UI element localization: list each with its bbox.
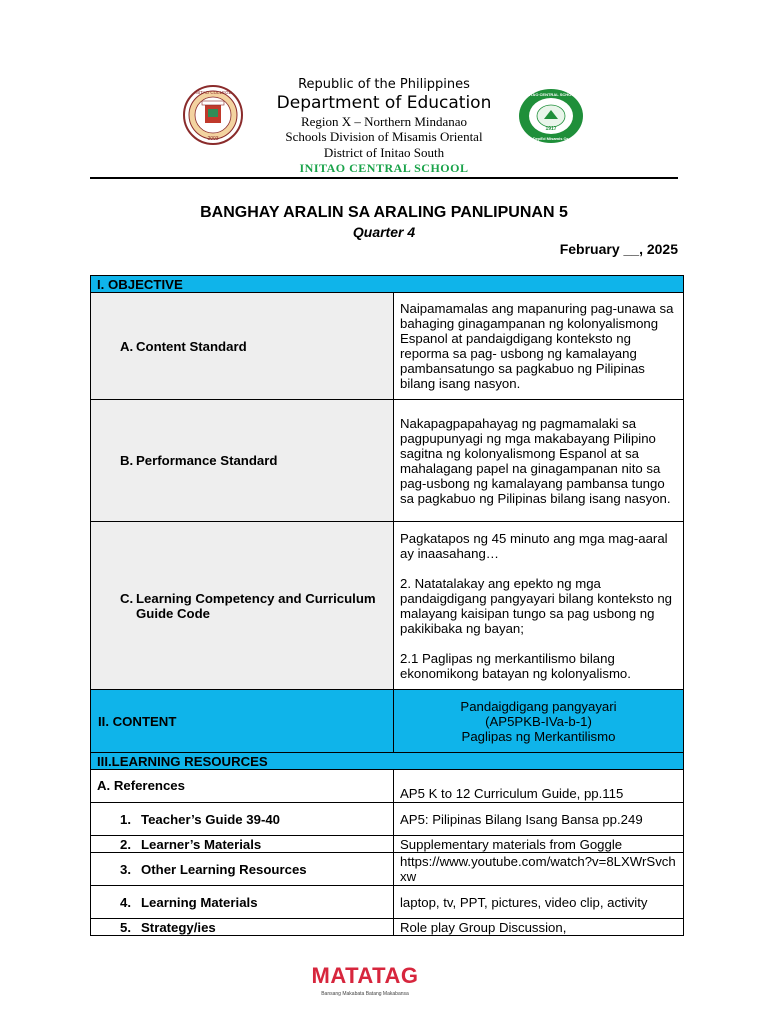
- republic-line: Republic of the Philippines: [298, 77, 470, 92]
- content-topic: Pandaigdigang pangyayari (AP5PKB-IVa-b-1) Paglipas ng Merkantilismo: [394, 690, 684, 753]
- content-standard-value: Naipamamalas ang mapanuring pag-unawa sa bahaging ginagampanan ng kolonyalismong Espanol at pandaigdigang konteksto ng reporma sa pag- usbong ng kamalayang pambansatungo sa pagkabuo ng Pilipinas bilang isang nasyon.: [394, 293, 684, 400]
- table-row: [91, 919, 684, 936]
- learning-materials-label: [91, 886, 394, 919]
- strategies-value: Role play Group Discussion,: [394, 919, 684, 936]
- learning-competency-value: Pagkatapos ng 45 minuto ang mga mag-aaral ay inaasahang… 2. Natatalakay ang epekto ng mga pandaigdigang pangyayari bilang konteksto ng malayang kaisipan tungo sa pag usbong ng pakikibaka ng bayan; 2.1 Paglipas ng merkantilismo bilang ekonomikong batayan ng kolonyalismo.: [394, 522, 684, 690]
- resources-section-row: [91, 753, 684, 770]
- row-label: Teacher’s Guide 39-40: [141, 811, 281, 827]
- row-label: Learner’s Materials: [141, 836, 262, 852]
- division-line: Schools Division of Misamis Oriental: [285, 129, 483, 144]
- matatag-logo: [300, 964, 430, 1006]
- row-number: 2.: [120, 836, 131, 852]
- region-line: Region X – Northern Mindanao: [300, 114, 468, 129]
- row-number: B.: [120, 453, 134, 468]
- row-label: Content Standard: [136, 338, 247, 354]
- matatag-brand: MATATAG: [311, 963, 419, 988]
- district-line: District of Initao South: [323, 145, 445, 160]
- row-number: 1.: [120, 811, 131, 827]
- references-value: AP5 K to 12 Curriculum Guide, pp.115: [394, 770, 684, 803]
- performance-standard-label: [91, 400, 394, 522]
- row-number: 4.: [120, 894, 131, 910]
- table-row: [91, 836, 684, 853]
- learners-materials-label: [91, 836, 394, 853]
- content-standard-label: [91, 293, 394, 400]
- left-seal-year: 2003: [207, 136, 219, 142]
- other-resources-value: https://www.youtube.com/watch?v=8LXWrSvchxw: [394, 853, 684, 886]
- objective-heading: I. OBJECTIVE: [91, 276, 684, 293]
- left-seal-top-text: INITAO COLLEGE: [194, 90, 232, 95]
- table-row: [91, 853, 684, 886]
- strategies-label: [91, 919, 394, 936]
- document-title: BANGHAY ARALIN SA ARALING PANLIPUNAN 5: [200, 204, 568, 221]
- teachers-guide-label: [91, 803, 394, 836]
- content-heading: II. CONTENT: [91, 690, 394, 753]
- table-row: [91, 803, 684, 836]
- header-divider: [90, 177, 678, 179]
- row-label: Performance Standard: [136, 453, 278, 468]
- content-section-row: [91, 690, 684, 753]
- learning-materials-value: laptop, tv, PPT, pictures, video clip, activity: [394, 886, 684, 919]
- school-name: INITAO CENTRAL SCHOOL: [299, 161, 469, 175]
- letterhead: [0, 0, 768, 180]
- right-seal-top-text: INITAO CENTRAL SCHOOL: [525, 92, 577, 97]
- matatag-tagline: Bansang Makabata Batang Makabansa: [321, 991, 409, 997]
- lesson-plan-table: [90, 275, 684, 936]
- learning-competency-label: [91, 522, 394, 690]
- table-row: [91, 293, 684, 400]
- objective-section-row: [91, 276, 684, 293]
- row-label: Other Learning Resources: [141, 861, 307, 877]
- performance-standard-value: Nakapagpapahayag ng pagmamalaki sa pagpupunyagi ng mga makabayang Pilipino sagitna ng kolonyalismong Espanol at sa mahalagang papel na ginagampanan nito sa pag-usbong ng kamalayang pambansa tungo sa pagkabuo ng Pilipinas bilang isang nasyon.: [394, 400, 684, 522]
- table-row: [91, 770, 684, 803]
- table-row: [91, 522, 684, 690]
- resources-heading: III.LEARNING RESOURCES: [91, 753, 684, 770]
- teachers-guide-value: AP5: Pilipinas Bilang Isang Bansa pp.249: [394, 803, 684, 836]
- row-number: 3.: [120, 861, 131, 877]
- department-line: Department of Education: [276, 93, 492, 113]
- right-seal-year: 1917: [545, 126, 557, 132]
- table-row: [91, 886, 684, 919]
- references-label: A. References: [91, 770, 394, 803]
- row-number: A.: [120, 338, 134, 354]
- document-date: February __, 2025: [559, 241, 678, 257]
- quarter-label: Quarter 4: [352, 224, 416, 240]
- table-row: [91, 400, 684, 522]
- row-label: Learning Competency and Curriculum Guide Code: [136, 590, 376, 621]
- row-label: Strategy/ies: [141, 919, 216, 935]
- right-seal-bottom-text: DepEd Misamis Or.: [532, 136, 570, 141]
- row-label: Learning Materials: [141, 894, 258, 910]
- other-resources-label: [91, 853, 394, 886]
- row-number: C.: [120, 590, 134, 606]
- learners-materials-value: Supplementary materials from Goggle: [394, 836, 684, 853]
- row-number: 5.: [120, 919, 131, 935]
